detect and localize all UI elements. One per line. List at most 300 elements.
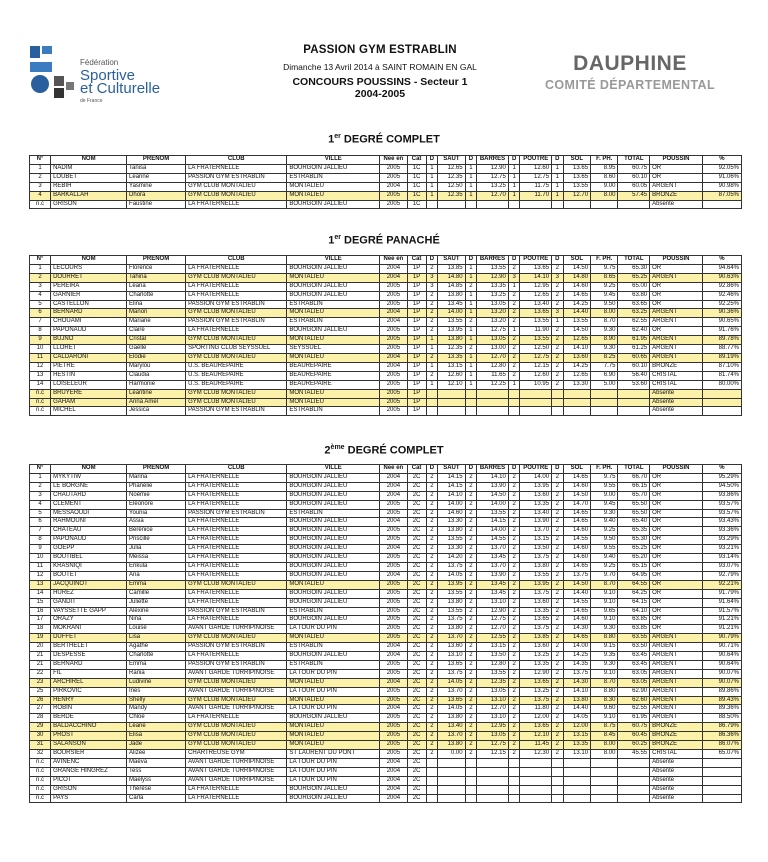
table-cell: 2005 [380, 696, 407, 705]
table-cell: 13.55 [438, 536, 465, 545]
table-cell: 6 [30, 309, 51, 318]
table-cell: Absente [650, 758, 703, 767]
table-row [30, 785, 742, 794]
table-cell: OR [650, 527, 703, 536]
table-cell: 2 [426, 264, 438, 273]
table-cell: 93.57% [702, 509, 741, 518]
table-cell: 13.70 [520, 527, 552, 536]
table-cell: 6 [30, 518, 51, 527]
table-cell: 13.65 [438, 660, 465, 669]
table-cell: GYM CLUB MONTALIEU [186, 741, 287, 750]
table-cell: DOURRET [51, 273, 127, 282]
table-cell [591, 794, 618, 803]
table-cell: 19 [30, 634, 51, 643]
table-cell: LA FRATERNELLE [186, 554, 287, 563]
table-cell: Cristal [127, 336, 186, 345]
table-cell: 9.45 [591, 500, 618, 509]
table-cell: BRONZE [650, 362, 703, 371]
table-cell: Leana [127, 282, 186, 291]
table-cell: 2005 [380, 164, 407, 173]
table-cell: Elina [127, 300, 186, 309]
table-cell: 14.05 [438, 678, 465, 687]
table-cell: 1C [407, 200, 426, 209]
table-cell [618, 794, 650, 803]
table-cell [563, 398, 590, 407]
table-cell: 2 [465, 669, 477, 678]
table-cell: 1C [407, 164, 426, 173]
table-cell: 2 [465, 652, 477, 661]
table-cell: 14.00 [520, 473, 552, 482]
table-row [30, 200, 742, 209]
table-cell: 14.60 [563, 554, 590, 563]
table-cell: Julia [127, 545, 186, 554]
table-cell: ARGENT [650, 696, 703, 705]
table-cell: 2C [407, 687, 426, 696]
table-cell: 2004 [380, 776, 407, 785]
section-title [0, 133, 768, 146]
table-cell: 8.00 [591, 741, 618, 750]
table-cell: 13.40 [520, 509, 552, 518]
table-cell: 2C [407, 696, 426, 705]
table-cell: 2C [407, 500, 426, 509]
table-cell: 2 [426, 571, 438, 580]
table-cell: Marylou [127, 362, 186, 371]
table-cell: 7.75 [591, 362, 618, 371]
table-cell: 2 [465, 536, 477, 545]
table-cell: 5 [30, 509, 51, 518]
table-cell: 2 [508, 545, 520, 554]
table-cell: OR [650, 536, 703, 545]
table-cell: 2 [426, 634, 438, 643]
table-cell: MONTALIEU [287, 336, 380, 345]
table-cell: ESTRABLIN [287, 643, 380, 652]
table-cell: OR [650, 282, 703, 291]
table-header-row [30, 156, 742, 165]
table-cell [438, 785, 465, 794]
results-table [29, 255, 742, 416]
table-row [30, 491, 742, 500]
table-cell: 66.15 [618, 482, 650, 491]
table-cell: 14.55 [563, 536, 590, 545]
table-row [30, 562, 742, 571]
table-cell: 62.40 [618, 327, 650, 336]
table-cell: 2 [552, 545, 564, 554]
table-cell: 2 [465, 607, 477, 616]
table-cell: Meissa [127, 554, 186, 563]
table-cell [563, 200, 590, 209]
table-cell: 9.40 [591, 554, 618, 563]
table-cell: 1 [426, 182, 438, 191]
table-cell: OR [650, 625, 703, 634]
table-cell: 2004 [380, 482, 407, 491]
table-cell: 1C [407, 191, 426, 200]
table-cell: PIRKOVIC [51, 687, 127, 696]
table-cell: 1 [465, 353, 477, 362]
table-cell: 90.64% [702, 660, 741, 669]
table-cell: 2 [465, 518, 477, 527]
table-cell: 14.80 [438, 273, 465, 282]
table-cell: 2 [426, 309, 438, 318]
table-cell: 1 [465, 309, 477, 318]
table-cell: 2005 [380, 580, 407, 589]
table-cell: 9.70 [591, 571, 618, 580]
table-cell: LA FRATERNELLE [186, 264, 287, 273]
table-cell: 2 [426, 500, 438, 509]
table-cell: 13.40 [520, 300, 552, 309]
table-cell: 63.85 [618, 625, 650, 634]
table-cell: 13.15 [520, 536, 552, 545]
table-cell: 93.21% [702, 545, 741, 554]
table-cell: Florence [127, 264, 186, 273]
table-cell: PAPONAUD [51, 536, 127, 545]
table-cell: 13.55 [438, 318, 465, 327]
table-cell: 13.80 [520, 562, 552, 571]
table-cell: 13.65 [520, 616, 552, 625]
table-cell [426, 389, 438, 398]
table-cell: 86.79% [702, 723, 741, 732]
table-cell: 12.65 [563, 336, 590, 345]
table-cell: 2005 [380, 527, 407, 536]
table-cell: 13.30 [563, 380, 590, 389]
table-cell: 2 [508, 482, 520, 491]
table-cell: 2C [407, 750, 426, 759]
column-header: PRENOM [127, 156, 186, 165]
table-cell: BRONZE [650, 741, 703, 750]
table-cell: GYM CLUB MONTALIEU [186, 398, 287, 407]
table-cell: 2 [552, 598, 564, 607]
table-cell: 90.64% [702, 652, 741, 661]
table-cell: 2 [426, 545, 438, 554]
table-cell: 12.55 [477, 634, 509, 643]
table-cell: 14.25 [563, 362, 590, 371]
table-cell: 13.65 [563, 164, 590, 173]
column-header: SAUT [438, 465, 465, 474]
table-cell: 1P [407, 309, 426, 318]
table-cell: 90.07% [702, 678, 741, 687]
table-cell: GYM CLUB MONTALIEU [186, 309, 287, 318]
table-cell: 14.65 [563, 473, 590, 482]
table-cell: LA FRATERNELLE [186, 327, 287, 336]
table-cell: 12.75 [477, 173, 509, 182]
table-cell: 2 [552, 678, 564, 687]
table-cell: 2005 [380, 282, 407, 291]
table-cell: 12.90 [477, 164, 509, 173]
table-cell: ESTRABLIN [287, 318, 380, 327]
table-cell: 2 [426, 318, 438, 327]
table-cell: 13.35 [477, 282, 509, 291]
table-cell: 4 [30, 291, 51, 300]
table-cell: 12.95 [477, 723, 509, 732]
table-cell: 3 [552, 273, 564, 282]
table-cell: 62.60 [618, 696, 650, 705]
table-cell: LLORET [51, 345, 127, 354]
table-cell: 89.43% [702, 696, 741, 705]
table-cell: Tanisa [127, 164, 186, 173]
table-cell: 64.10 [618, 607, 650, 616]
table-cell: 13.25 [520, 687, 552, 696]
table-cell: 14.15 [438, 473, 465, 482]
table-cell: 2 [465, 643, 477, 652]
table-cell: 14.60 [563, 545, 590, 554]
table-row [30, 776, 742, 785]
table-header-row [30, 256, 742, 265]
table-cell: 2005 [380, 291, 407, 300]
table-cell: 14.15 [477, 518, 509, 527]
table-cell: 2 [426, 327, 438, 336]
table-cell: LA FRATERNELLE [186, 282, 287, 291]
table-cell: 91.64% [702, 598, 741, 607]
table-cell: BOURGOIN JALLIEU [287, 794, 380, 803]
table-cell: 1 [426, 164, 438, 173]
table-row [30, 554, 742, 563]
table-cell: Léantine [127, 389, 186, 398]
column-header: BARRES [477, 156, 509, 165]
table-cell: 2004 [380, 264, 407, 273]
table-cell: 2 [508, 571, 520, 580]
table-cell: 1P [407, 300, 426, 309]
table-cell [426, 794, 438, 803]
table-cell: 2 [552, 634, 564, 643]
table-cell: 94.64% [702, 264, 741, 273]
table-cell: 2004 [380, 491, 407, 500]
table-cell: 2 [508, 732, 520, 741]
table-cell [465, 767, 477, 776]
table-cell: 2C [407, 741, 426, 750]
table-cell: 2 [465, 482, 477, 491]
table-row [30, 527, 742, 536]
table-cell: SALANSON [51, 741, 127, 750]
table-row [30, 509, 742, 518]
column-header: D [426, 465, 438, 474]
table-cell: 3 [552, 309, 564, 318]
table-cell: 2004 [380, 678, 407, 687]
table-cell: 2004 [380, 758, 407, 767]
table-cell: 13.60 [438, 643, 465, 652]
table-cell: HENRY [51, 696, 127, 705]
table-cell: 11.80 [520, 705, 552, 714]
table-cell: 63.25 [618, 309, 650, 318]
table-cell: LA FRATERNELLE [186, 616, 287, 625]
table-cell [552, 200, 564, 209]
table-cell: 2004 [380, 182, 407, 191]
dauphine-logo [520, 52, 740, 92]
table-cell: 2 [426, 687, 438, 696]
table-cell: 61.95 [618, 336, 650, 345]
table-cell: 2C [407, 562, 426, 571]
table-cell: 57.45 [618, 191, 650, 200]
table-cell: 2 [552, 362, 564, 371]
table-cell: 2C [407, 660, 426, 669]
table-cell: HUREZ [51, 589, 127, 598]
table-cell: 2 [508, 652, 520, 661]
table-cell: 2 [552, 327, 564, 336]
table-cell: 9.75 [591, 473, 618, 482]
table-cell: MONTALIEU [287, 398, 380, 407]
table-row [30, 182, 742, 191]
column-header: BARRES [477, 465, 509, 474]
table-cell: 8.95 [591, 164, 618, 173]
table-cell: 1 [508, 282, 520, 291]
table-cell: 25 [30, 687, 51, 696]
table-cell: 14 [30, 589, 51, 598]
table-cell: 93.07% [702, 562, 741, 571]
table-cell: 13.10 [477, 598, 509, 607]
table-cell: 13.10 [477, 696, 509, 705]
birth-years: 2004-2005 [354, 88, 406, 100]
table-cell: 13.80 [438, 527, 465, 536]
table-row [30, 705, 742, 714]
table-cell: BERNARD [51, 309, 127, 318]
table-cell: MESSAOUDI [51, 509, 127, 518]
table-cell: 13.80 [438, 336, 465, 345]
table-cell: 13.15 [563, 732, 590, 741]
table-cell: ARGENT [650, 705, 703, 714]
table-cell: 2C [407, 473, 426, 482]
table-cell [520, 767, 552, 776]
table-cell: 9.30 [591, 660, 618, 669]
table-cell: 9.10 [591, 714, 618, 723]
table-cell: LECOURS [51, 264, 127, 273]
table-cell: OR [650, 571, 703, 580]
table-cell [702, 407, 741, 416]
table-cell: LA FRATERNELLE [186, 200, 287, 209]
table-cell: 93.43% [702, 518, 741, 527]
table-cell: 2 [426, 509, 438, 518]
table-row [30, 336, 742, 345]
table-cell: 2C [407, 643, 426, 652]
table-cell: 3 [30, 282, 51, 291]
table-cell [591, 200, 618, 209]
column-header: % [702, 465, 741, 474]
table-cell [563, 407, 590, 416]
table-cell [426, 398, 438, 407]
table-cell: GYM CLUB MONTALIEU [186, 191, 287, 200]
table-cell: 14.65 [563, 607, 590, 616]
table-cell: MONTALIEU [287, 389, 380, 398]
table-cell: Thérèse [127, 785, 186, 794]
table-cell: OR [650, 518, 703, 527]
table-cell: 2005 [380, 327, 407, 336]
table-cell: 1P [407, 407, 426, 416]
table-cell: 65.30 [618, 264, 650, 273]
table-cell: 9.65 [591, 607, 618, 616]
table-cell: 2005 [380, 660, 407, 669]
table-cell: 2 [426, 491, 438, 500]
table-cell [438, 389, 465, 398]
table-cell: 2 [508, 723, 520, 732]
table-cell: 2C [407, 723, 426, 732]
table-cell: AVINENC [51, 758, 127, 767]
table-cell: 60.05 [618, 182, 650, 191]
table-cell: 2005 [380, 554, 407, 563]
table-cell: LA TOUR DU PIN [287, 687, 380, 696]
table-cell: 2005 [380, 625, 407, 634]
table-cell: BOURGOIN JALLIEU [287, 545, 380, 554]
table-cell: 2 [552, 491, 564, 500]
table-cell: 9.25 [591, 282, 618, 291]
table-cell: 13.00 [477, 345, 509, 354]
table-cell: 2 [508, 336, 520, 345]
table-cell: Shelly [127, 696, 186, 705]
table-cell: 13.90 [477, 571, 509, 580]
table-cell: PASSION GYM ESTRABLIN [186, 300, 287, 309]
table-cell: 91.21% [702, 625, 741, 634]
table-cell: U.S. BEAUREPAIRE [186, 380, 287, 389]
table-cell: 2005 [380, 562, 407, 571]
table-cell: 2 [552, 589, 564, 598]
competition-title: CONCOURS POUSSINS - Secteur 1 [292, 76, 468, 88]
table-cell: 2 [508, 696, 520, 705]
table-cell: ARGENT [650, 182, 703, 191]
table-cell: MONTALIEU [287, 191, 380, 200]
table-cell [477, 389, 509, 398]
table-cell: 92.05% [702, 164, 741, 173]
table-cell: 12.15 [520, 362, 552, 371]
table-cell [508, 767, 520, 776]
table-cell: PASSION GYM ESTRABLIN [186, 318, 287, 327]
table-cell: OR [650, 173, 703, 182]
table-cell: 12.90 [520, 669, 552, 678]
table-cell: LA FRATERNELLE [186, 164, 287, 173]
table-cell [477, 776, 509, 785]
table-cell: 12.75 [477, 327, 509, 336]
column-header: D [465, 256, 477, 265]
table-cell: 2C [407, 758, 426, 767]
table-cell [477, 398, 509, 407]
table-cell [426, 407, 438, 416]
table-cell: Chloé [127, 714, 186, 723]
table-cell [618, 398, 650, 407]
table-cell: 8.75 [591, 723, 618, 732]
table-cell [563, 794, 590, 803]
table-cell: LA TOUR DU PIN [287, 758, 380, 767]
table-cell [477, 785, 509, 794]
table-cell: OR [650, 580, 703, 589]
table-cell: 14.50 [477, 491, 509, 500]
table-cell: Manon [127, 309, 186, 318]
table-cell: 13.75 [438, 616, 465, 625]
section-title-suffix: ème [330, 444, 345, 451]
table-cell: LA TOUR DU PIN [287, 705, 380, 714]
table-cell: 14.60 [438, 509, 465, 518]
table-cell: 10 [30, 345, 51, 354]
table-cell: 2 [465, 589, 477, 598]
table-cell: 14.60 [563, 527, 590, 536]
table-cell: 2 [552, 353, 564, 362]
table-cell: 93.57% [702, 500, 741, 509]
table-cell: 14.00 [477, 500, 509, 509]
table-cell: DESPESSE [51, 652, 127, 661]
table-cell: 2 [465, 345, 477, 354]
table-cell: 7 [30, 318, 51, 327]
section-title [0, 234, 768, 247]
table-cell [438, 398, 465, 407]
table-cell [520, 785, 552, 794]
table-cell: 13.45 [477, 589, 509, 598]
table-cell [552, 398, 564, 407]
table-cell: 14.55 [477, 536, 509, 545]
table-cell: Léanne [127, 173, 186, 182]
table-cell: 2 [508, 300, 520, 309]
table-cell: 2 [465, 554, 477, 563]
table-cell: 1P [407, 282, 426, 291]
table-cell: Agathe [127, 643, 186, 652]
table-cell: 2005 [380, 732, 407, 741]
table-cell: GYM CLUB MONTALIEU [186, 634, 287, 643]
table-cell: SPORTING CLUB SEYSSUEL [186, 345, 287, 354]
table-cell: 63.50 [618, 643, 650, 652]
table-cell: 3 [426, 282, 438, 291]
